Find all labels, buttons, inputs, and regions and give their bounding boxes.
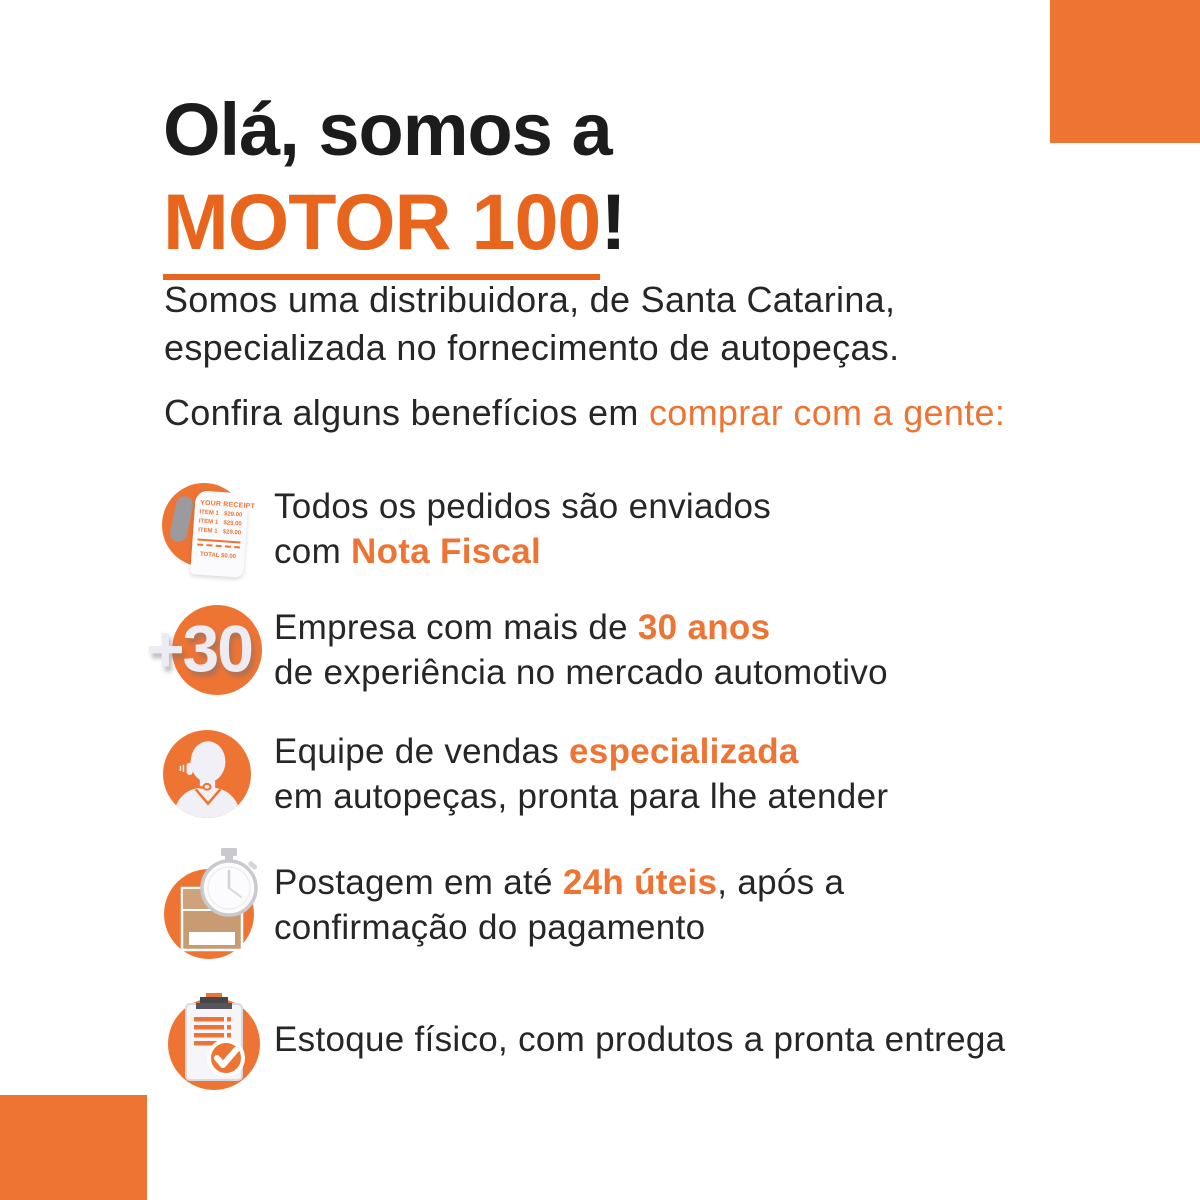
benefit-row-shipping <box>162 846 1162 964</box>
benefits-heading-highlight: comprar com a gente: <box>648 392 1006 433</box>
benefit-text <box>274 1017 1005 1062</box>
clipboard-check-icon <box>162 986 264 1092</box>
brand-name: MOTOR 100 <box>163 180 600 280</box>
benefit-row-invoice <box>162 481 1162 577</box>
receipt-icon <box>162 481 258 577</box>
benefit-text <box>274 860 844 950</box>
headline-exclamation: ! <box>600 177 626 266</box>
benefit-line: Empresa com mais de 30 anos <box>274 608 771 647</box>
support-agent-icon <box>162 729 252 819</box>
benefit-line: Equipe de vendas especializada <box>274 732 799 771</box>
benefits-heading <box>164 392 1005 434</box>
receipt-paper: YOUR RECEIPT ITEM 1 $29.00 ITEM 1 $29.00 ITEM 1 $29.00 TOTAL $0.00 <box>190 490 249 577</box>
intro-paragraph <box>164 276 899 372</box>
benefit-line: Estoque físico, com produtos a pronta entrega <box>274 1019 1006 1059</box>
benefits-heading-plain: Confira alguns benefícios em <box>164 392 649 433</box>
benefit-text <box>274 605 888 695</box>
benefit-text <box>274 484 771 574</box>
headline <box>163 88 626 280</box>
benefit-line: de experiência no mercado automotivo <box>274 653 888 692</box>
headline-greeting: Olá, somos a <box>163 88 612 171</box>
benefit-text <box>274 729 888 819</box>
corner-accent-top-right <box>1050 0 1200 143</box>
benefit-line: com Nota Fiscal <box>274 532 542 571</box>
benefit-row-experience <box>146 602 1162 698</box>
corner-accent-bottom-left <box>0 1095 147 1200</box>
package-stopwatch-icon <box>162 846 262 964</box>
benefit-line: Todos os pedidos são enviados <box>274 487 772 526</box>
benefit-line: em autopeças, pronta para lhe atender <box>274 777 889 816</box>
benefit-row-stock <box>162 986 1162 1092</box>
headline-brand-line <box>163 177 626 280</box>
benefit-line: Postagem em até 24h úteis, após a <box>274 863 845 902</box>
benefit-line: confirmação do pagamento <box>274 908 706 947</box>
benefit-row-sales-team <box>162 729 1162 819</box>
thirty-plus-badge <box>146 602 266 698</box>
intro-line-2: especializada no fornecimento de autopeças. <box>164 327 900 368</box>
intro-line-1: Somos uma distribuidora, de Santa Catarina, <box>164 279 896 320</box>
thirty-plus-label: +30 <box>146 611 252 686</box>
